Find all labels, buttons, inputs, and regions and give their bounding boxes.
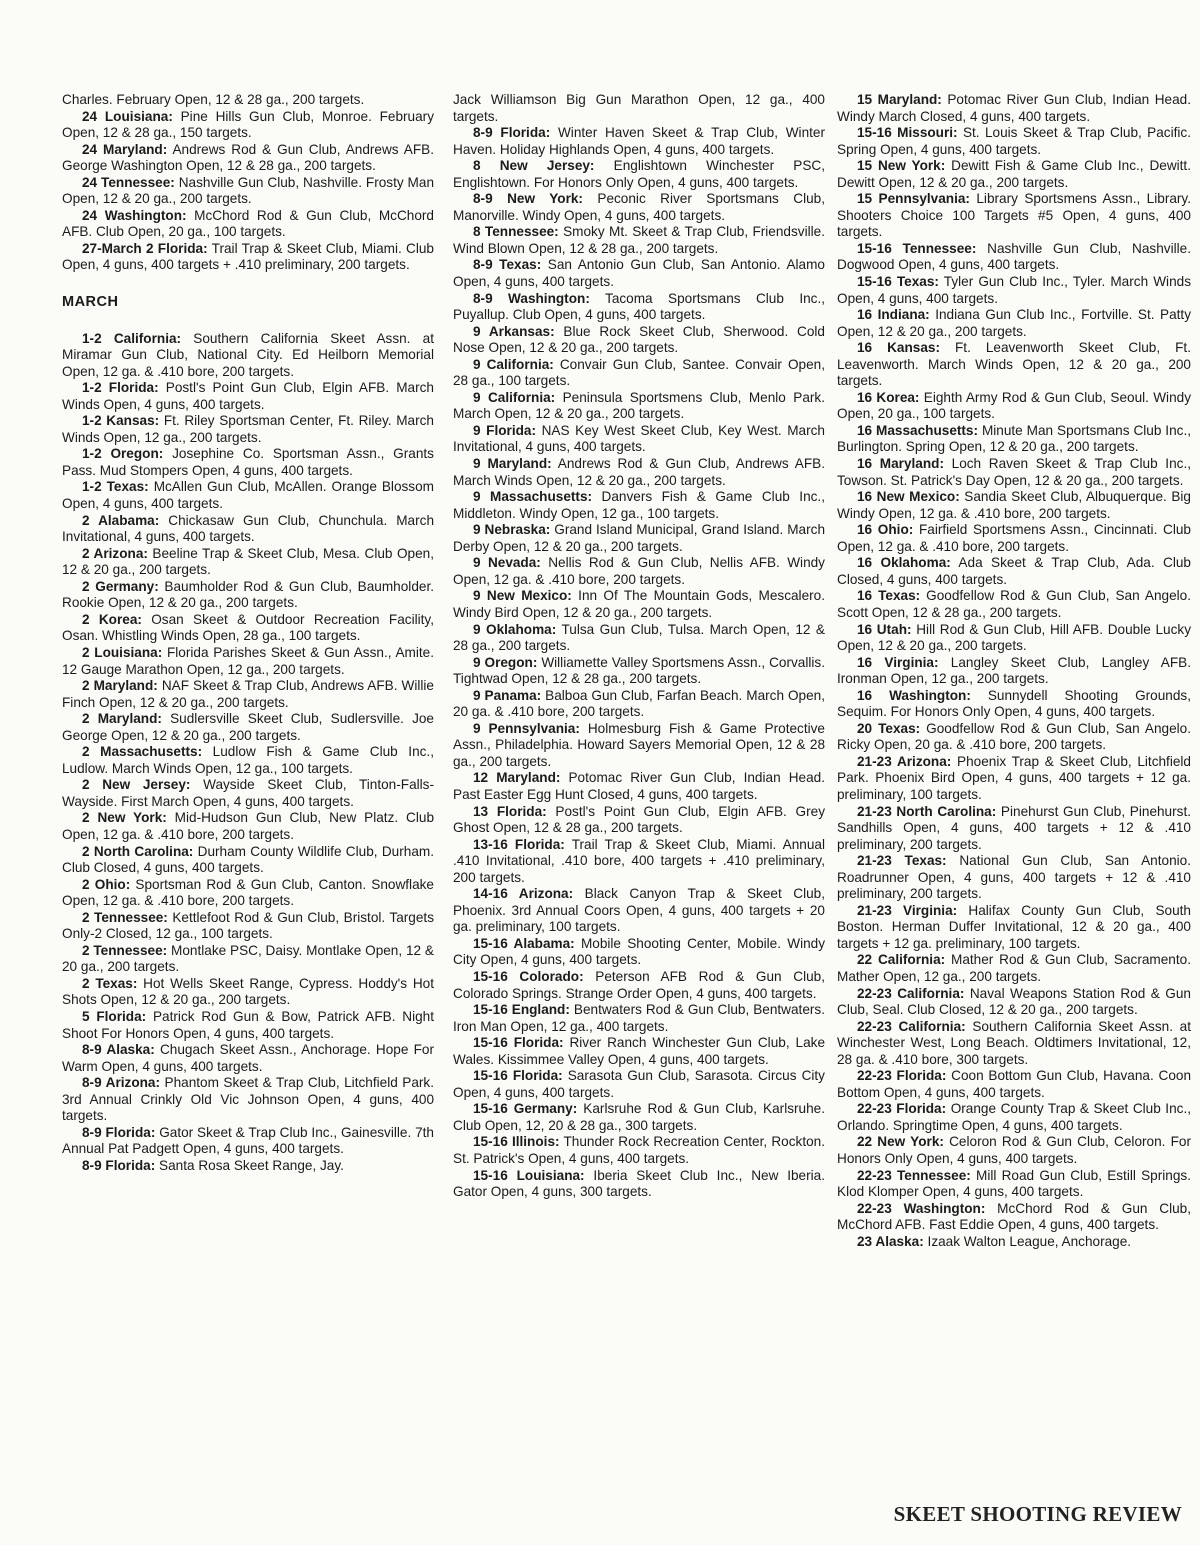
event-date-state: 2 Maryland:	[82, 711, 162, 727]
event-date-state: 16 Kansas:	[857, 340, 940, 356]
event-entry	[62, 413, 434, 446]
event-entry	[62, 331, 434, 381]
event-details: Bentwaters Rod & Gun Club, Bentwaters. Iron Man Open, 12 ga., 400 targets.	[453, 1002, 825, 1034]
event-date-state: 16 New Mexico:	[857, 489, 960, 505]
event-entry	[453, 158, 825, 191]
event-details: Andrews Rod & Gun Club, Andrews AFB. George Washington Open, 12 & 28 ga., 200 targets.	[62, 141, 434, 174]
event-entry	[453, 423, 825, 456]
event-details: Josephine Co. Sportsman Assn., Grants Pass. Mud Stompers Open, 4 guns, 400 targets.	[62, 446, 434, 478]
event-date-state: 9 Panama:	[473, 687, 542, 703]
event-date-state: 21-23 Virginia:	[857, 902, 958, 918]
event-date-state: 2 Ohio:	[82, 876, 131, 892]
event-entry	[453, 721, 825, 771]
event-date-state: 8-9 Texas:	[473, 257, 542, 273]
event-entry	[453, 1002, 825, 1035]
event-entry	[837, 1168, 1191, 1201]
event-date-state: 9 Oregon:	[473, 654, 538, 670]
event-entry	[453, 257, 825, 290]
event-entry	[62, 1009, 434, 1042]
event-entry	[837, 1234, 1191, 1251]
event-entry	[453, 936, 825, 969]
event-details: Sunnydell Shooting Grounds, Sequim. For Honors Only Open, 4 guns, 400 targets.	[837, 687, 1191, 720]
event-details: Inn Of The Mountain Gods, Mescalero. Windy Bird Open, 12 & 20 ga., 200 targets.	[453, 588, 825, 620]
event-date-state: 22-23 California:	[857, 985, 965, 1001]
event-details: Sudlersville Skeet Club, Sudlersville. Joe George Open, 12 & 20 ga., 200 targets.	[62, 711, 434, 743]
event-details: Jack Williamson Big Gun Marathon Open, 12 ga., 400 targets.	[453, 92, 825, 124]
event-details: Grand Island Municipal, Grand Island. March Derby Open, 12 & 20 ga., 200 targets.	[453, 522, 826, 554]
event-details: Andrews Rod & Gun Club, Andrews AFB. March Winds Open, 12 & 20 ga., 200 targets.	[453, 456, 825, 488]
event-entry	[62, 810, 434, 843]
event-entry	[837, 853, 1191, 903]
event-details: Peterson AFB Rod & Gun Club, Colorado Springs. Strange Order Open, 4 guns, 400 targets.	[453, 968, 825, 1001]
event-date-state: 8-9 Florida:	[82, 1124, 156, 1140]
event-details: Holmesburg Fish & Game Protective Assn., Philadelphia. Howard Sayers Memorial Open, 12 & 28 ga., 200 targets.	[453, 720, 825, 769]
event-entry	[837, 986, 1191, 1019]
event-date-state: 9 Oklahoma:	[473, 621, 557, 637]
event-details: Southern California Skeet Assn. at Winchester West, Long Beach. Oldtimers Invitational, 12, 28 ga. & .410 bore, 300 targets.	[837, 1018, 1191, 1067]
event-entry	[837, 489, 1191, 522]
event-details: Chugach Skeet Assn., Anchorage. Hope For Warm Open, 4 guns, 400 targets.	[62, 1042, 435, 1074]
event-details: National Gun Club, San Antonio. Roadrunner Open, 4 guns, 400 targets + 12 & .410 preliminary, 200 targets.	[837, 853, 1191, 902]
event-date-state: 2 New Jersey:	[82, 777, 191, 793]
event-details: Ft. Leavenworth Skeet Club, Ft. Leavenworth. March Winds Open, 12 & 20 ga., 200 targets.	[837, 340, 1191, 389]
event-entry	[62, 1125, 434, 1158]
event-entry	[837, 903, 1191, 953]
event-date-state: 16 Virginia:	[857, 654, 939, 670]
event-details: Sportsman Rod & Gun Club, Canton. Snowflake Open, 12 ga. & .410 bore, 200 targets.	[62, 876, 434, 909]
event-entry	[453, 224, 825, 257]
event-entry	[453, 191, 825, 224]
event-details: Potomac River Gun Club, Indian Head. Windy March Closed, 4 guns, 400 targets.	[837, 92, 1191, 124]
event-details: Peconic River Sportsmans Club, Manorville. Windy Open, 4 guns, 400 targets.	[453, 191, 825, 223]
event-date-state: 9 Massachusetts:	[473, 489, 593, 505]
event-date-state: 22 New York:	[857, 1134, 944, 1150]
event-entry	[453, 390, 825, 423]
event-entry	[453, 688, 825, 721]
event-date-state: 27-March 2 Florida:	[82, 240, 208, 256]
event-entry	[837, 125, 1191, 158]
event-details: Karlsruhe Rod & Gun Club, Karlsruhe. Club Open, 12, 20 & 28 ga., 300 targets.	[453, 1101, 825, 1133]
event-date-state: 21-23 Texas:	[857, 853, 947, 869]
event-entry	[62, 877, 434, 910]
event-details: Tacoma Sportsmans Club Inc., Puyallup. Club Open, 4 guns, 400 targets.	[453, 290, 826, 323]
event-date-state: 15-16 Florida:	[473, 1035, 564, 1051]
event-details: Orange County Trap & Skeet Club Inc., Orlando. Springtime Open, 4 guns, 400 targets.	[837, 1101, 1191, 1133]
event-date-state: 24 Louisiana:	[82, 108, 173, 124]
event-entry	[62, 711, 434, 744]
event-date-state: 8 New Jersey:	[473, 158, 595, 174]
event-details: Potomac River Gun Club, Indian Head. Past Easter Egg Hunt Closed, 4 guns, 400 targets.	[453, 770, 825, 802]
event-date-state: 16 Oklahoma:	[857, 555, 951, 571]
event-details: Trail Trap & Skeet Club, Miami. Annual .410 Invitational, .410 bore, 400 targets + .410 preliminary, 200 targets.	[453, 836, 825, 885]
event-date-state: 8-9 Florida:	[82, 1157, 156, 1173]
event-entry	[453, 1035, 825, 1068]
event-entry	[837, 588, 1191, 621]
event-details: McAllen Gun Club, McAllen. Orange Blossom Open, 4 guns, 400 targets.	[62, 479, 434, 512]
event-date-state: 22 California:	[857, 952, 946, 968]
event-date-state: 20 Texas:	[857, 720, 921, 736]
event-date-state: 22-23 Florida:	[857, 1101, 947, 1117]
event-date-state: 9 California:	[473, 356, 554, 372]
event-details: McChord Rod & Gun Club, McChord AFB. Club Open, 20 ga., 100 targets.	[62, 207, 434, 240]
event-details: Nashville Gun Club, Nashville. Dogwood Open, 4 guns, 400 targets.	[837, 240, 1191, 273]
event-details: NAS Key West Skeet Club, Key West. March Invitational, 4 guns, 400 targets.	[453, 422, 825, 455]
event-date-state: 8-9 Alaska:	[82, 1042, 155, 1058]
event-entry	[453, 804, 825, 837]
event-entry	[837, 688, 1191, 721]
event-details: Osan Skeet & Outdoor Recreation Facility, Osan. Whistling Winds Open, 28 ga., 100 targets.	[62, 611, 434, 644]
event-date-state: 21-23 North Carolina:	[857, 803, 997, 819]
event-details: Postl's Point Gun Club, Elgin AFB. Grey Ghost Open, 12 & 28 ga., 200 targets.	[453, 803, 825, 836]
event-entry	[453, 291, 825, 324]
event-date-state: 15-16 Illinois:	[473, 1134, 560, 1150]
event-details: Langley Skeet Club, Langley AFB. Ironman Open, 12 ga., 200 targets.	[837, 654, 1191, 687]
event-entry	[62, 142, 434, 175]
event-date-state: 16 Ohio:	[857, 522, 914, 538]
event-entry	[837, 804, 1191, 854]
event-date-state: 15-16 Germany:	[473, 1101, 578, 1117]
event-entry	[837, 340, 1191, 390]
event-details: Ft. Riley Sportsman Center, Ft. Riley. March Winds Open, 12 ga., 200 targets.	[62, 413, 434, 445]
event-details: Convair Gun Club, Santee. Convair Open, 28 ga., 100 targets.	[453, 356, 825, 389]
event-details: Trail Trap & Skeet Club, Miami. Club Open, 4 guns, 400 targets + .410 preliminary, 200 targets.	[62, 240, 434, 273]
event-details: Blue Rock Skeet Club, Sherwood. Cold Nose Open, 12 & 20 ga., 200 targets.	[453, 323, 825, 356]
event-details: Fairfield Sportsmens Assn., Cincinnati. Club Open, 12 ga. & .410 bore, 200 targets.	[837, 522, 1191, 554]
event-entry	[62, 844, 434, 877]
event-entry	[837, 307, 1191, 340]
event-entry	[62, 479, 434, 512]
event-date-state: 2 Arizona:	[82, 545, 148, 561]
event-details: Thunder Rock Recreation Center, Rockton. St. Patrick's Open, 4 guns, 400 targets.	[453, 1134, 826, 1166]
event-date-state: 9 Nebraska:	[473, 522, 551, 538]
event-details: Santa Rosa Skeet Range, Jay.	[155, 1157, 344, 1173]
event-details: Baumholder Rod & Gun Club, Baumholder. Rookie Open, 12 & 20 ga., 200 targets.	[62, 578, 434, 611]
event-entry	[837, 522, 1191, 555]
event-details: Tyler Gun Club Inc., Tyler. March Winds Open, 4 guns, 400 targets.	[837, 274, 1191, 306]
event-details: Williamette Valley Sportsmens Assn., Corvallis. Tightwad Open, 12 & 28 ga., 200 targets.	[453, 654, 825, 687]
event-details: Wayside Skeet Club, Tinton-Falls-Wayside. First March Open, 4 guns, 400 targets.	[62, 777, 434, 809]
event-date-state: 9 Florida:	[473, 422, 536, 438]
event-entry	[453, 92, 825, 125]
event-details: Danvers Fish & Game Club Inc., Middleton. Windy Open, 12 ga., 100 targets.	[453, 489, 825, 521]
event-date-state: 15-16 Colorado:	[473, 968, 584, 984]
event-entry	[453, 125, 825, 158]
event-entry	[837, 754, 1191, 804]
event-details: Gator Skeet & Trap Club Inc., Gainesville. 7th Annual Pat Padgett Open, 4 guns, 400 targets.	[62, 1124, 434, 1157]
event-date-state: 15-16 England:	[473, 1002, 570, 1018]
event-entry	[837, 390, 1191, 423]
event-entry	[453, 357, 825, 390]
event-date-state: 13-16 Florida:	[473, 836, 565, 852]
event-date-state: 1-2 Oregon:	[82, 446, 164, 462]
event-date-state: 16 Massachusetts:	[857, 422, 979, 438]
event-date-state: 24 Tennessee:	[82, 174, 175, 190]
event-date-state: 2 North Carolina:	[82, 843, 194, 859]
event-details: Pine Hills Gun Club, Monroe. February Open, 12 & 28 ga., 150 targets.	[62, 108, 434, 141]
event-date-state: 22-23 California:	[857, 1018, 966, 1034]
column-2	[453, 92, 825, 1201]
event-details: Balboa Gun Club, Farfan Beach. March Open, 20 ga. & .410 bore, 200 targets.	[453, 687, 825, 720]
event-details: St. Louis Skeet & Trap Club, Pacific. Spring Open, 4 guns, 400 targets.	[837, 125, 1191, 157]
event-entry	[453, 489, 825, 522]
event-details: Hill Rod & Gun Club, Hill AFB. Double Lucky Open, 12 & 20 ga., 200 targets.	[837, 621, 1191, 654]
event-entry	[837, 191, 1191, 241]
event-entry	[62, 208, 434, 241]
event-details: Kettlefoot Rod & Gun Club, Bristol. Targets Only-2 Closed, 12 ga., 100 targets.	[62, 909, 434, 942]
event-entry	[62, 943, 434, 976]
event-entry	[453, 969, 825, 1002]
event-date-state: 22-23 Tennessee:	[857, 1167, 971, 1183]
event-entry	[62, 513, 434, 546]
event-date-state: 2 Alabama:	[82, 512, 160, 528]
event-date-state: 1-2 California:	[82, 330, 182, 346]
event-entry	[453, 522, 825, 555]
event-entry	[837, 622, 1191, 655]
event-details: Southern California Skeet Assn. at Miramar Gun Club, National City. Ed Heilborn Memorial Open, 12 ga. & .410 bore, 200 targets.	[62, 330, 434, 379]
event-entry	[62, 744, 434, 777]
event-details: Nashville Gun Club, Nashville. Frosty Man Open, 12 & 20 ga., 200 targets.	[62, 174, 435, 207]
event-date-state: 16 Washington:	[857, 687, 971, 703]
event-entry	[62, 175, 434, 208]
event-details: Naval Weapons Station Rod & Gun Club, Seal. Club Closed, 12 & 20 ga., 200 targets.	[837, 985, 1191, 1018]
event-entry	[62, 678, 434, 711]
event-entry	[62, 92, 434, 109]
event-entry	[453, 655, 825, 688]
event-date-state: 9 Nevada:	[473, 555, 541, 571]
event-entry	[837, 721, 1191, 754]
event-date-state: 8-9 Arizona:	[82, 1075, 161, 1091]
event-entry	[453, 622, 825, 655]
event-details: Library Sportsmens Assn., Library. Shooters Choice 100 Targets #5 Open, 4 guns, 400 targets.	[837, 191, 1191, 240]
event-date-state: 15 New York:	[857, 158, 946, 174]
event-date-state: 2 Tennessee:	[82, 942, 168, 958]
event-details: Charles. February Open, 12 & 28 ga., 200 targets.	[62, 92, 365, 107]
event-date-state: 16 Utah:	[857, 621, 912, 637]
event-date-state: 24 Maryland:	[82, 141, 168, 157]
event-details: Hot Wells Skeet Range, Cypress. Hoddy's Hot Shots Open, 12 & 20 ga., 200 targets.	[62, 975, 434, 1008]
event-details: Celoron Rod & Gun Club, Celoron. For Honors Only Open, 4 guns, 400 targets.	[837, 1134, 1192, 1166]
column-3	[837, 92, 1191, 1250]
event-details: Mobile Shooting Center, Mobile. Windy City Open, 4 guns, 400 targets.	[453, 935, 826, 968]
event-date-state: 2 Korea:	[82, 611, 142, 627]
event-date-state: 8 Tennessee:	[473, 224, 559, 240]
event-date-state: 21-23 Arizona:	[857, 753, 952, 769]
event-date-state: 16 Texas:	[857, 588, 921, 604]
event-date-state: 16 Indiana:	[857, 307, 930, 323]
event-details: Nellis Rod & Gun Club, Nellis AFB. Windy Open, 12 ga. & .410 bore, 200 targets.	[453, 555, 825, 587]
event-details: Sarasota Gun Club, Sarasota. Circus City Open, 4 guns, 400 targets.	[453, 1068, 825, 1100]
event-entry	[837, 423, 1191, 456]
event-entry	[837, 92, 1191, 125]
event-details: Smoky Mt. Skeet & Trap Club, Friendsville. Wind Blown Open, 12 & 28 ga., 200 targets.	[453, 224, 825, 256]
event-entry	[62, 1158, 434, 1175]
event-date-state: 16 Maryland:	[857, 456, 944, 472]
event-date-state: 15 Maryland:	[857, 92, 942, 107]
event-date-state: 9 New Mexico:	[473, 588, 572, 604]
event-entry	[62, 446, 434, 479]
event-details: Ludlow Fish & Game Club Inc., Ludlow. March Winds Open, 12 ga., 100 targets.	[62, 744, 434, 776]
event-date-state: 8-9 New York:	[473, 191, 583, 207]
event-date-state: 2 Louisiana:	[82, 644, 163, 660]
event-entry	[62, 109, 434, 142]
event-details: Dewitt Fish & Game Club Inc., Dewitt. Dewitt Open, 12 & 20 ga., 200 targets.	[837, 158, 1191, 190]
event-date-state: 9 California:	[473, 389, 556, 405]
event-details: Chickasaw Gun Club, Chunchula. March Invitational, 4 guns, 400 targets.	[62, 512, 435, 545]
event-entry	[837, 655, 1191, 688]
event-details: Postl's Point Gun Club, Elgin AFB. March Winds Open, 4 guns, 400 targets.	[62, 380, 434, 412]
event-date-state: 8-9 Washington:	[473, 290, 590, 306]
event-entry	[453, 1134, 825, 1167]
event-entry	[62, 910, 434, 943]
event-date-state: 15-16 Missouri:	[857, 125, 958, 141]
event-entry	[62, 380, 434, 413]
event-details: Goodfellow Rod & Gun Club, San Angelo. Ricky Open, 20 ga. & .410 bore, 200 targets.	[837, 720, 1192, 753]
event-details: Florida Parishes Skeet & Gun Assn., Amite. 12 Gauge Marathon Open, 12 ga., 200 targets.	[62, 644, 434, 677]
event-entry	[837, 1134, 1191, 1167]
event-date-state: 15-16 Tennessee:	[857, 240, 977, 256]
event-entry	[453, 1101, 825, 1134]
event-date-state: 22-23 Florida:	[857, 1068, 947, 1084]
event-details: Peninsula Sportsmens Club, Menlo Park. March Open, 12 & 20 ga., 200 targets.	[453, 389, 825, 422]
event-entry	[453, 588, 825, 621]
event-details: San Antonio Gun Club, San Antonio. Alamo Open, 4 guns, 400 targets.	[453, 257, 825, 290]
event-entry	[62, 1075, 434, 1125]
event-details: Mid-Hudson Gun Club, New Platz. Club Open, 12 ga. & .410 bore, 200 targets.	[62, 810, 435, 842]
event-entry	[837, 158, 1191, 191]
event-date-state: 24 Washington:	[82, 207, 187, 223]
event-entry	[62, 645, 434, 678]
event-details: Englishtown Winchester PSC, Englishtown. For Honors Only Open, 4 guns, 400 targets.	[453, 158, 825, 190]
event-date-state: 13 Florida:	[473, 803, 547, 819]
event-details: Mather Rod & Gun Club, Sacramento. Mather Open, 12 ga., 200 targets.	[837, 952, 1191, 984]
event-date-state: 15-16 Texas:	[857, 274, 939, 290]
event-details: Indiana Gun Club Inc., Fortville. St. Patty Open, 12 & 20 ga., 200 targets.	[837, 307, 1191, 339]
event-date-state: 2 Germany:	[82, 578, 159, 594]
column-1	[62, 92, 434, 1174]
event-details: Tulsa Gun Club, Tulsa. March Open, 12 & 28 ga., 200 targets.	[453, 621, 825, 654]
event-details: Phantom Skeet & Trap Club, Litchfield Park. 3rd Annual Crinkly Old Vic Johnson Open, 4 guns, 400 targets.	[62, 1075, 434, 1124]
event-entry	[453, 456, 825, 489]
event-entry	[62, 1042, 434, 1075]
event-details: Mill Road Gun Club, Estill Springs. Klod Klomper Open, 4 guns, 400 targets.	[837, 1167, 1191, 1200]
event-date-state: 16 Korea:	[857, 389, 920, 405]
event-date-state: 8-9 Florida:	[473, 125, 551, 141]
event-date-state: 2 New York:	[82, 810, 167, 826]
event-entry	[453, 837, 825, 887]
publication-footer: SKEET SHOOTING REVIEW	[893, 1502, 1182, 1526]
event-entry	[62, 546, 434, 579]
event-date-state: 1-2 Texas:	[82, 479, 149, 495]
event-details: Minute Man Sportsmans Club Inc., Burlington. Spring Open, 12 & 20 ga., 200 targets.	[837, 422, 1191, 455]
event-details: Black Canyon Trap & Skeet Club, Phoenix. 3rd Annual Coors Open, 4 guns, 400 targets + 20 ga. preliminary, 100 targets.	[453, 886, 825, 935]
event-details: Izaak Walton League, Anchorage.	[923, 1233, 1132, 1249]
event-details: Montlake PSC, Daisy. Montlake Open, 12 & 20 ga., 200 targets.	[62, 942, 434, 975]
event-details: Winter Haven Skeet & Trap Club, Winter Haven. Holiday Highlands Open, 4 guns, 400 targets.	[453, 125, 826, 157]
event-details: Goodfellow Rod & Gun Club, San Angelo. Scott Open, 12 & 28 ga., 200 targets.	[837, 588, 1192, 620]
event-entry	[837, 555, 1191, 588]
event-entry	[837, 456, 1191, 489]
event-date-state: 2 Tennessee:	[82, 909, 168, 925]
event-details: Beeline Trap & Skeet Club, Mesa. Club Open, 12 & 20 ga., 200 targets.	[62, 545, 434, 578]
event-entry	[453, 886, 825, 936]
event-details: Loch Raven Skeet & Trap Club Inc., Towson. St. Patrick's Day Open, 12 & 20 ga., 200 targets.	[837, 456, 1191, 488]
event-entry	[453, 1068, 825, 1101]
event-details: Patrick Rod Gun & Bow, Patrick AFB. Night Shoot For Honors Open, 4 guns, 400 targets.	[62, 1008, 434, 1041]
event-date-state: 15-16 Alabama:	[473, 935, 575, 951]
event-entry	[837, 1019, 1191, 1069]
event-details: Sandia Skeet Club, Albuquerque. Big Windy Open, 12 ga. & .410 bore, 200 targets.	[837, 489, 1191, 521]
event-details: Phoenix Trap & Skeet Club, Litchfield Park. Phoenix Bird Open, 4 guns, 400 targets + 12 ga. preliminary, 100 targets.	[837, 753, 1191, 802]
event-details: McChord Rod & Gun Club, McChord AFB. Fast Eddie Open, 4 guns, 400 targets.	[837, 1200, 1191, 1233]
event-date-state: 14-16 Arizona:	[473, 886, 574, 902]
event-entry	[453, 1168, 825, 1201]
event-date-state: 5 Florida:	[82, 1008, 147, 1024]
event-date-state: 1-2 Kansas:	[82, 413, 160, 429]
event-entry	[837, 1068, 1191, 1101]
event-details: Pinehurst Gun Club, Pinehurst. Sandhills Open, 4 guns, 400 targets + 12 & .410 preliminary, 200 targets.	[837, 803, 1191, 852]
event-entry	[62, 976, 434, 1009]
event-details: Halifax County Gun Club, South Boston. Herman Duffer Invitational, 12 & 20 ga., 400 targets + 12 ga. preliminary, 100 targets.	[837, 902, 1191, 951]
event-details: Eighth Army Rod & Gun Club, Seoul. Windy Open, 20 ga., 100 targets.	[837, 389, 1191, 422]
event-date-state: 23 Alaska:	[857, 1233, 924, 1249]
event-entry	[62, 612, 434, 645]
event-entry	[837, 1101, 1191, 1134]
event-date-state: 2 Texas:	[82, 975, 138, 991]
event-entry	[62, 777, 434, 810]
event-date-state: 2 Maryland:	[82, 678, 158, 694]
event-entry	[837, 1201, 1191, 1234]
event-details: Ada Skeet & Trap Club, Ada. Club Closed, 4 guns, 400 targets.	[837, 555, 1191, 587]
event-entry	[453, 555, 825, 588]
event-details: Durham County Wildlife Club, Durham. Club Closed, 4 guns, 400 targets.	[62, 843, 434, 876]
event-date-state: 22-23 Washington:	[857, 1200, 986, 1216]
event-date-state: 15-16 Florida:	[473, 1068, 563, 1084]
event-date-state: 2 Massachusetts:	[82, 744, 203, 760]
event-details: NAF Skeet & Trap Club, Andrews AFB. Willie Finch Open, 12 & 20 ga., 200 targets.	[62, 678, 434, 710]
event-date-state: 9 Arkansas:	[473, 323, 555, 339]
event-date-state: 15 Pennsylvania:	[857, 191, 970, 207]
event-details: Coon Bottom Gun Club, Havana. Coon Bottom Open, 4 guns, 400 targets.	[837, 1068, 1192, 1100]
event-entry	[453, 324, 825, 357]
event-entry	[837, 952, 1191, 985]
event-date-state: 9 Pennsylvania:	[473, 720, 580, 736]
event-entry	[837, 274, 1191, 307]
event-details: River Ranch Winchester Gun Club, Lake Wales. Kissimmee Valley Open, 4 guns, 400 targets.	[453, 1035, 826, 1067]
event-date-state: 1-2 Florida:	[82, 380, 159, 396]
event-date-state: 12 Maryland:	[473, 770, 561, 786]
event-entry	[62, 579, 434, 612]
event-date-state: 15-16 Louisiana:	[473, 1167, 585, 1183]
event-entry	[837, 241, 1191, 274]
event-entry	[453, 770, 825, 803]
event-details: Iberia Skeet Club Inc., New Iberia. Gator Open, 4 guns, 300 targets.	[453, 1167, 826, 1200]
event-entry	[62, 241, 434, 274]
event-date-state: 9 Maryland:	[473, 456, 552, 472]
month-heading: MARCH	[62, 294, 119, 311]
